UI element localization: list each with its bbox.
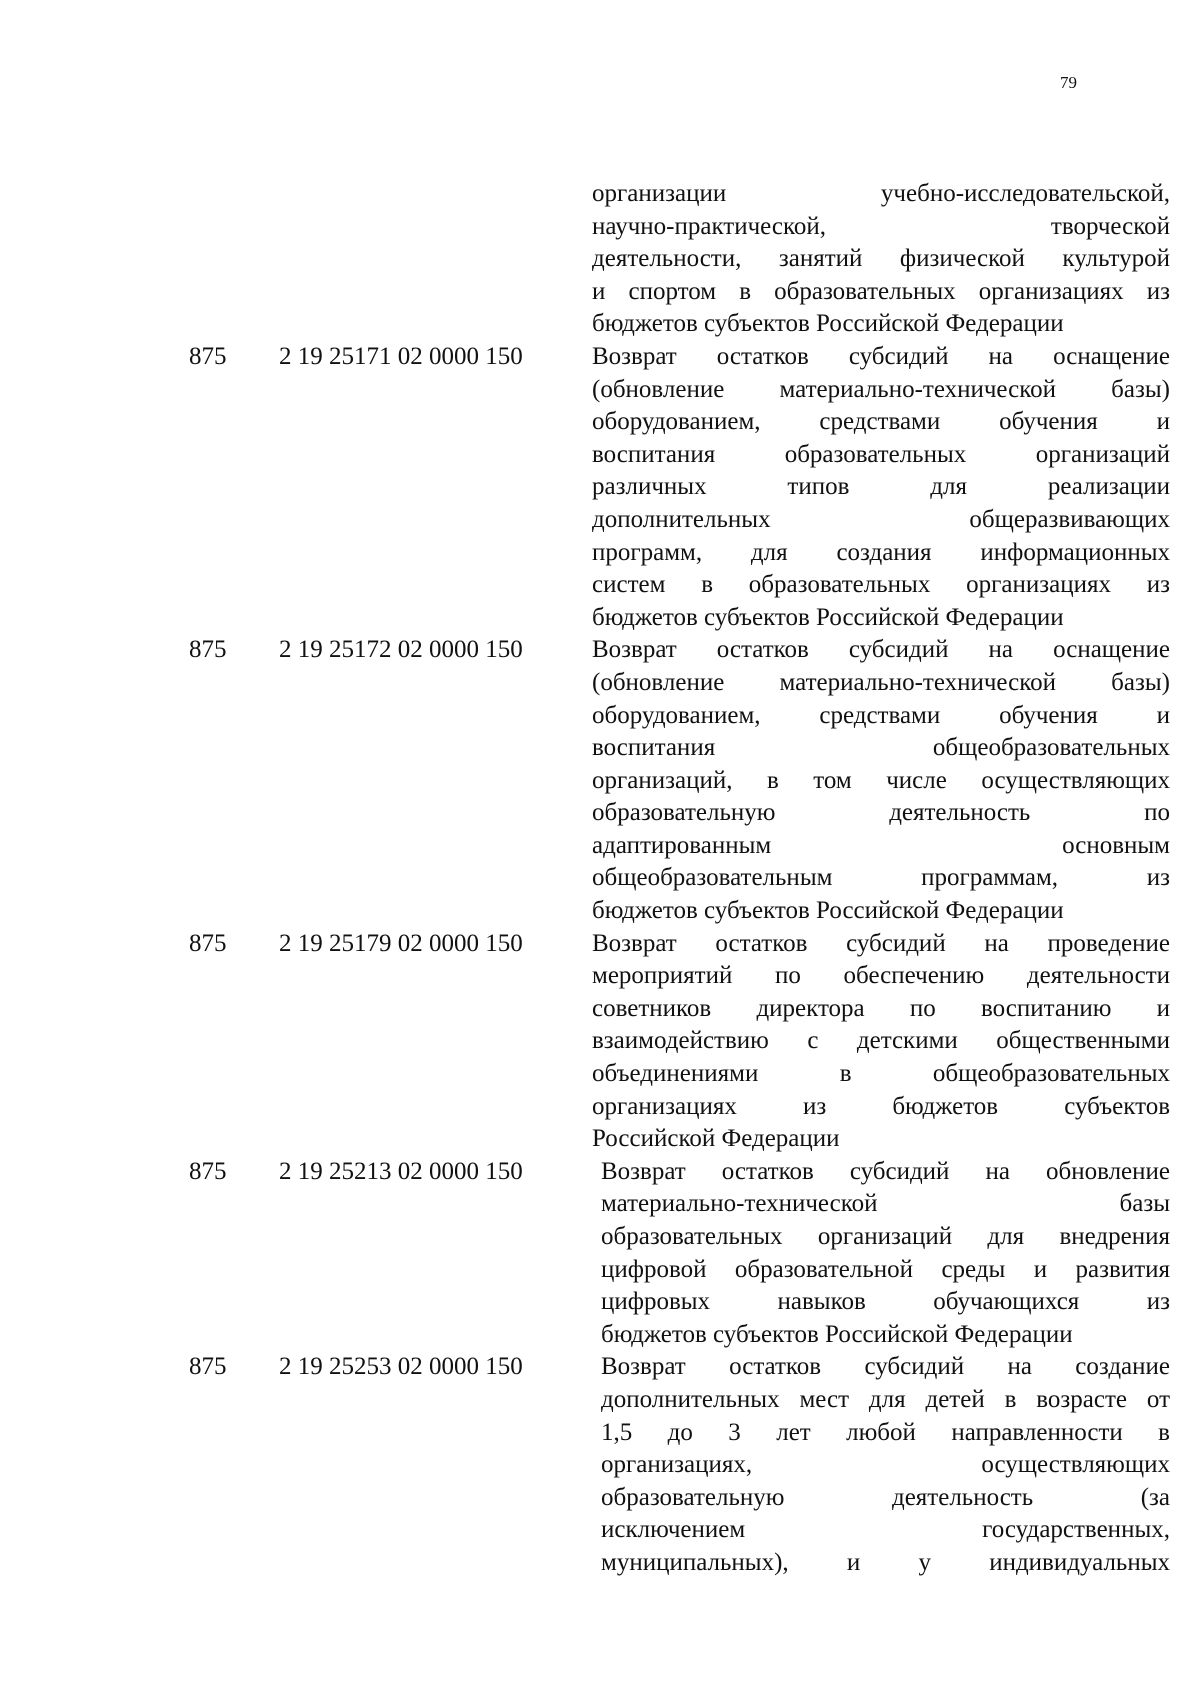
admin-code: 875: [189, 929, 227, 957]
description-line: адаптированным основным: [592, 831, 1170, 859]
table-row: [189, 1156, 1170, 1352]
admin-code: 875: [189, 636, 227, 664]
description-line: бюджетов субъектов Российской Федерации: [592, 603, 1064, 631]
description-line: бюджетов субъектов Российской Федерации: [601, 1320, 1073, 1348]
description-line: дополнительных общеразвивающих: [592, 505, 1170, 533]
classification-code: 2 19 25213 02 0000 150: [279, 1157, 523, 1185]
description-line: деятельности, занятий физической культурой: [592, 245, 1170, 273]
description: [592, 928, 1170, 1156]
classification-code: 2 19 25179 02 0000 150: [279, 929, 523, 957]
description-line: исключением государственных,: [601, 1516, 1170, 1544]
description-line: Возврат остатков субсидий на обновление: [601, 1157, 1170, 1185]
description-line: систем в образовательных организациях из: [592, 571, 1170, 599]
description-line: цифровых навыков обучающихся из: [601, 1288, 1170, 1316]
description-line: мероприятий по обеспечению деятельности: [592, 962, 1170, 990]
description-line: программ, для создания информационных: [592, 538, 1170, 566]
description-line: Возврат остатков субсидий на проведение: [592, 929, 1170, 957]
admin-code: 875: [189, 1353, 227, 1381]
description-line: образовательную деятельность по: [592, 799, 1170, 827]
classification-code: 2 19 25171 02 0000 150: [279, 342, 523, 370]
table-row: [189, 1351, 1170, 1579]
description-line: материально-технической базы: [601, 1190, 1170, 1218]
table-row: [189, 928, 1170, 1156]
description-line: образовательную деятельность (за: [601, 1483, 1170, 1511]
description-line: объединениями в общеобразовательных: [592, 1060, 1170, 1088]
description-line: (обновление материально-технической базы): [592, 375, 1170, 403]
description-line: цифровой образовательной среды и развития: [601, 1255, 1170, 1283]
description-line: бюджетов субъектов Российской Федерации: [592, 310, 1064, 338]
page-number: 79: [1060, 73, 1077, 92]
admin-code: 875: [189, 1157, 227, 1185]
description-line: организациях из бюджетов субъектов: [592, 1092, 1170, 1120]
description-line: образовательных организаций для внедрения: [601, 1223, 1170, 1250]
description-line: Возврат остатков субсидий на оснащение: [592, 636, 1170, 664]
description-line: общеобразовательным программам, из: [592, 864, 1170, 892]
description-line: оборудованием, средствами обучения и: [592, 701, 1170, 729]
description-line: муниципальных), и у индивидуальных: [601, 1548, 1170, 1576]
description-line: оборудованием, средствами обучения и: [592, 408, 1170, 436]
budget-codes-table: [189, 178, 1170, 1580]
description: [592, 341, 1170, 634]
description-line: различных типов для реализации: [592, 473, 1170, 501]
description-line: Возврат остатков субсидий на создание: [601, 1353, 1170, 1381]
description: [592, 634, 1170, 927]
classification-code: 2 19 25253 02 0000 150: [279, 1353, 523, 1381]
description-line: дополнительных мест для детей в возрасте от: [601, 1385, 1170, 1413]
description-line: взаимодействию с детскими общественными: [592, 1027, 1170, 1055]
description-line: (обновление материально-технической базы): [592, 668, 1170, 696]
classification-code: 2 19 25172 02 0000 150: [279, 636, 523, 664]
description-line: бюджетов субъектов Российской Федерации: [592, 897, 1064, 925]
description-line: организаций, в том числе осуществляющих: [592, 766, 1170, 794]
description-line: и спортом в образовательных организациях из: [592, 277, 1170, 305]
admin-code: 875: [189, 342, 227, 370]
description-line: Российской Федерации: [592, 1125, 840, 1153]
description: [592, 178, 1170, 341]
description-line: воспитания образовательных организаций: [592, 440, 1170, 468]
table-row: [189, 634, 1170, 927]
description: [601, 1351, 1170, 1579]
table-row: [189, 341, 1170, 634]
table-row-continuation: [189, 178, 1170, 341]
description-line: 1,5 до 3 лет любой направленности в: [601, 1418, 1170, 1446]
description-line: организации учебно-исследовательской,: [592, 180, 1170, 207]
description-line: воспитания общеобразовательных: [592, 734, 1170, 762]
description-line: организациях, осуществляющих: [601, 1451, 1170, 1479]
description-line: советников директора по воспитанию и: [592, 994, 1170, 1022]
description-line: Возврат остатков субсидий на оснащение: [592, 342, 1170, 370]
description: [601, 1156, 1170, 1352]
description-line: научно-практической, творческой: [592, 212, 1170, 240]
